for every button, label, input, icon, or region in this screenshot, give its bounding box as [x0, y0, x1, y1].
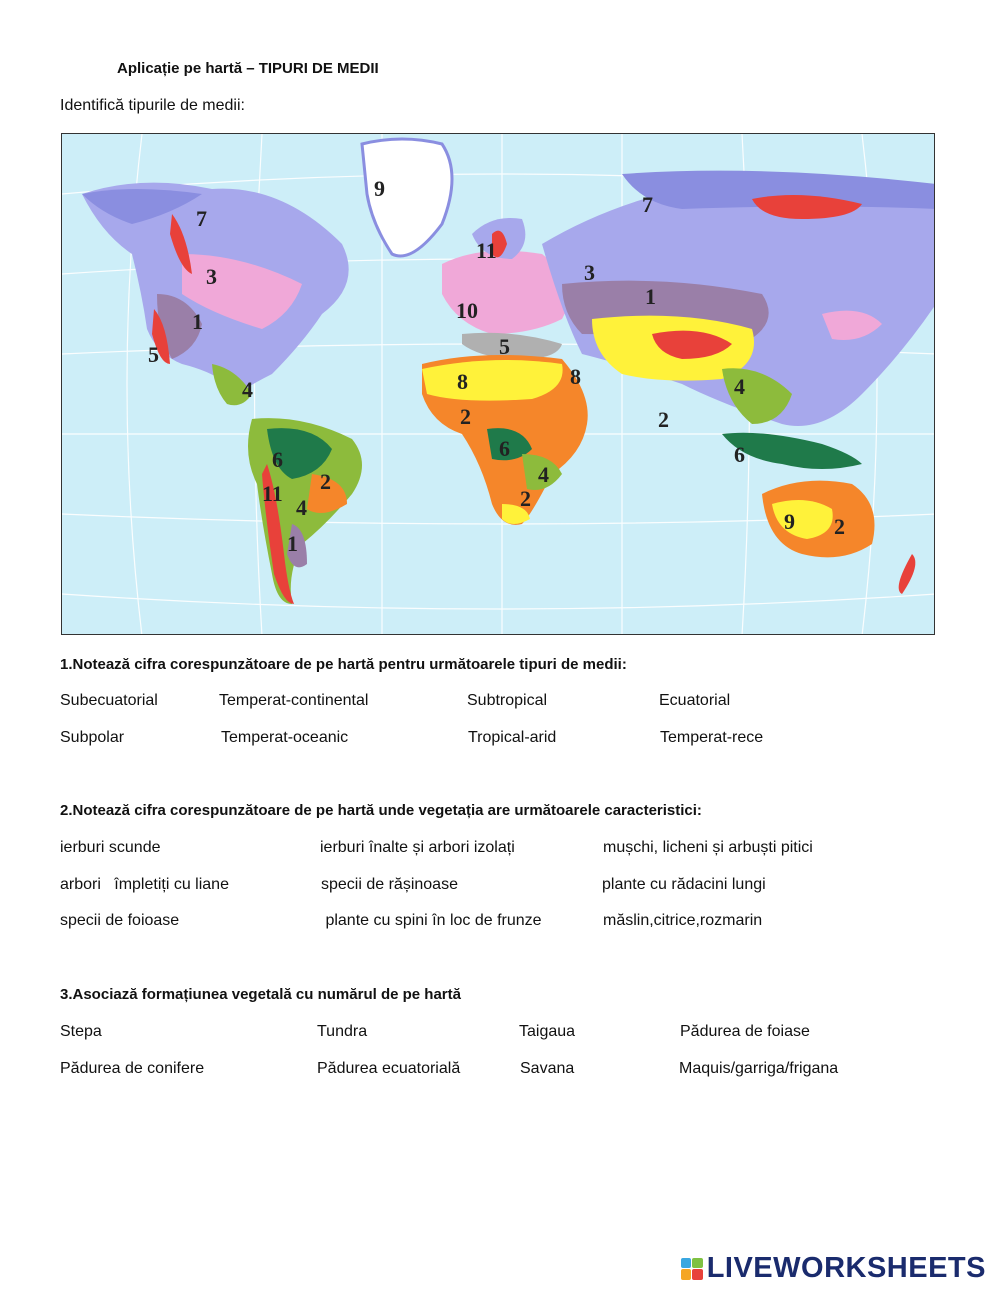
- map-label: 4: [296, 495, 307, 520]
- option-label: Subpolar: [60, 729, 125, 746]
- map-label: 7: [196, 206, 207, 231]
- option-label: Pădurea de conifere: [60, 1060, 205, 1077]
- map-label: 10: [456, 298, 478, 323]
- option-label: specii de rășinoase: [321, 876, 458, 893]
- option-label: Temperat-continental: [219, 692, 369, 709]
- option-label: Pădurea de foiase: [680, 1023, 810, 1040]
- map-label: 11: [262, 481, 283, 506]
- option-label: Tropical-arid: [468, 729, 557, 746]
- map-label: 7: [642, 192, 653, 217]
- option-label: măslin,citrice,rozmarin: [603, 912, 763, 929]
- map-label: 2: [460, 404, 471, 429]
- map-label: 5: [148, 342, 159, 367]
- map-label: 6: [734, 442, 745, 467]
- map-label: 8: [457, 369, 468, 394]
- option-label: Taigaua: [519, 1023, 576, 1040]
- option-label: plante cu rădacini lungi: [602, 876, 766, 893]
- option-label: Tundra: [317, 1023, 368, 1040]
- option-label: Ecuatorial: [659, 692, 731, 709]
- option-label: Temperat-rece: [660, 729, 764, 746]
- map-label: 1: [192, 309, 203, 334]
- worksheet-title: Aplicație pe hartă – TIPURI DE MEDII: [117, 60, 379, 77]
- option-label: Stepa: [60, 1023, 102, 1040]
- option-label: plante cu spini în loc de frunze: [321, 912, 542, 929]
- option-label: specii de foioase: [60, 912, 180, 929]
- map-label: 11: [476, 238, 497, 263]
- map-label: 3: [206, 264, 217, 289]
- map-label: 2: [520, 486, 531, 511]
- section3-question: 3.Asociază formațiunea vegetală cu numărul de pe hartă: [60, 986, 461, 1003]
- liveworksheets-logo[interactable]: [681, 1252, 986, 1285]
- map-label: 6: [272, 447, 283, 472]
- map-label: 2: [658, 407, 669, 432]
- liveworksheets-logo-icon: [681, 1258, 703, 1280]
- worksheet-intro: Identifică tipurile de medii:: [60, 97, 245, 114]
- option-label: Pădurea ecuatorială: [317, 1060, 461, 1077]
- option-label: Savana: [520, 1060, 575, 1077]
- option-label: arbori împletiți cu liane: [60, 876, 229, 893]
- map-label: 2: [320, 469, 331, 494]
- option-label: mușchi, licheni și arbuști pitici: [603, 839, 813, 856]
- map-label: 9: [784, 509, 795, 534]
- map-label: 4: [734, 374, 745, 399]
- map-label: 9: [374, 176, 385, 201]
- map-label: 2: [834, 514, 845, 539]
- option-label: Maquis/garriga/frigana: [679, 1060, 839, 1077]
- option-label: Subtropical: [467, 692, 548, 709]
- map-label: 1: [287, 531, 298, 556]
- map-label: 3: [584, 260, 595, 285]
- option-label: Subecuatorial: [60, 692, 158, 709]
- map-label: 1: [645, 284, 656, 309]
- world-climate-map: [61, 133, 935, 635]
- section2-question: 2.Notează cifra corespunzătoare de pe hartă unde vegetația are următoarele caracteristici:: [60, 802, 702, 819]
- option-label: ierburi înalte și arbori izolați: [320, 839, 515, 856]
- map-label: 4: [242, 377, 253, 402]
- section1-question: 1.Notează cifra corespunzătoare de pe hartă pentru următoarele tipuri de medii:: [60, 656, 627, 673]
- map-label: 5: [499, 334, 510, 359]
- map-label: 8: [570, 364, 581, 389]
- brand-name: LIVEWORKSHEETS: [706, 1252, 986, 1284]
- map-label: 4: [538, 462, 549, 487]
- option-label: Temperat-oceanic: [221, 729, 349, 746]
- map-label: 6: [499, 436, 510, 461]
- option-label: ierburi scunde: [60, 839, 161, 856]
